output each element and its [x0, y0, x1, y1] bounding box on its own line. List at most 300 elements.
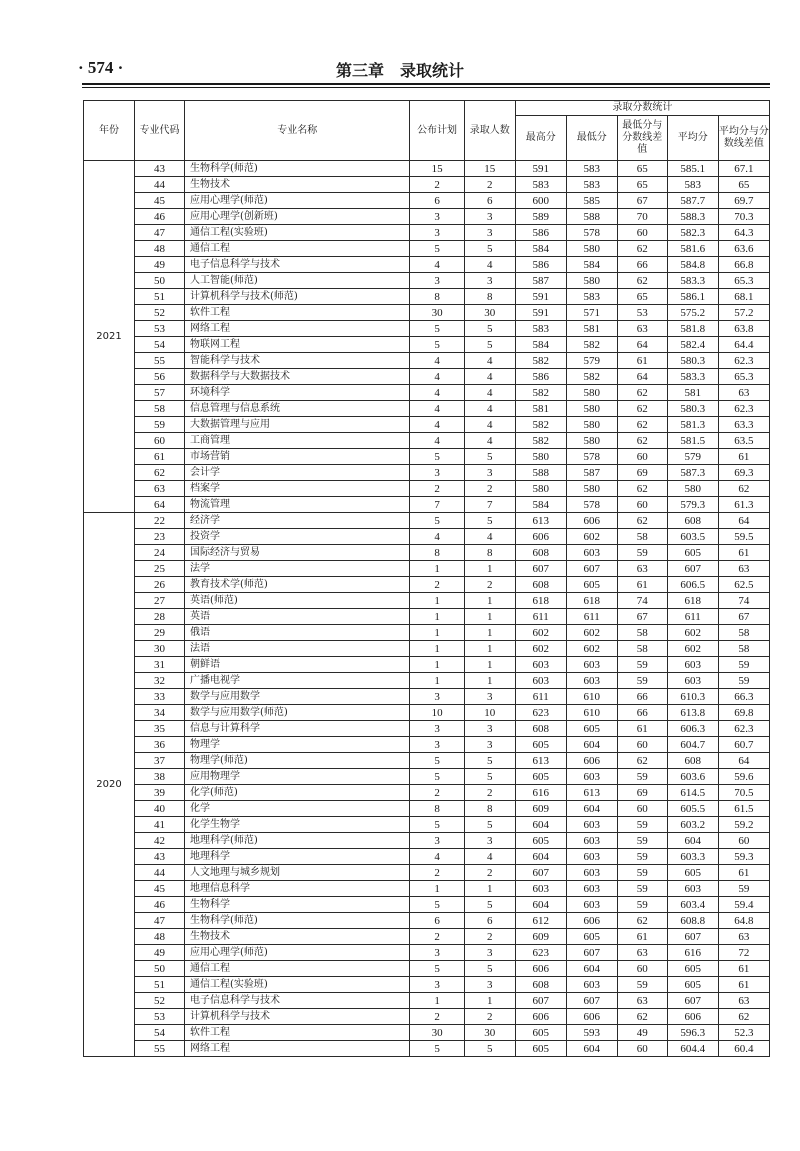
avg-score-cell: 581.8 — [667, 321, 718, 337]
major-code-cell: 52 — [135, 305, 185, 321]
header-rule — [82, 83, 770, 85]
plan-cell: 4 — [410, 385, 464, 401]
max-score-cell: 606 — [515, 1009, 566, 1025]
plan-cell: 5 — [410, 241, 464, 257]
major-code-cell: 34 — [135, 705, 185, 721]
max-score-cell: 611 — [515, 609, 566, 625]
table-row — [84, 705, 770, 721]
table-row — [84, 241, 770, 257]
min-diff-cell: 62 — [617, 433, 667, 449]
max-score-cell: 608 — [515, 977, 566, 993]
major-name-cell: 投资学 — [185, 529, 410, 545]
plan-cell: 2 — [410, 785, 464, 801]
avg-diff-cell: 60.7 — [718, 737, 769, 753]
major-code-cell: 43 — [135, 849, 185, 865]
avg-diff-cell: 59.2 — [718, 817, 769, 833]
table-row — [84, 913, 770, 929]
avg-score-cell: 580.3 — [667, 353, 718, 369]
major-code-cell: 58 — [135, 401, 185, 417]
min-diff-cell: 58 — [617, 641, 667, 657]
admitted-cell: 1 — [464, 561, 515, 577]
major-name-cell: 地理信息科学 — [185, 881, 410, 897]
admitted-cell: 5 — [464, 817, 515, 833]
table-row — [84, 321, 770, 337]
major-name-cell: 智能科学与技术 — [185, 353, 410, 369]
avg-score-cell: 586.1 — [667, 289, 718, 305]
major-code-cell: 49 — [135, 257, 185, 273]
min-diff-cell: 63 — [617, 321, 667, 337]
avg-score-cell: 605 — [667, 977, 718, 993]
table-row — [84, 545, 770, 561]
max-score-cell: 608 — [515, 721, 566, 737]
avg-score-cell: 610.3 — [667, 689, 718, 705]
plan-cell: 5 — [410, 753, 464, 769]
table-row — [84, 961, 770, 977]
min-score-cell: 603 — [566, 817, 617, 833]
admitted-cell: 2 — [464, 177, 515, 193]
avg-diff-cell: 62.3 — [718, 721, 769, 737]
admitted-cell: 4 — [464, 529, 515, 545]
major-code-cell: 24 — [135, 545, 185, 561]
avg-diff-cell: 59 — [718, 673, 769, 689]
table-row — [84, 513, 770, 529]
header-rule-thin — [82, 87, 770, 88]
plan-cell: 10 — [410, 705, 464, 721]
table-row — [84, 209, 770, 225]
major-name-cell: 地理科学(师范) — [185, 833, 410, 849]
avg-score-cell: 585.1 — [667, 161, 718, 177]
page-number: · 574 · — [78, 58, 124, 77]
table-body — [84, 161, 770, 1057]
table-row — [84, 753, 770, 769]
max-score-cell: 584 — [515, 497, 566, 513]
plan-cell: 4 — [410, 353, 464, 369]
min-score-cell: 584 — [566, 257, 617, 273]
major-name-cell: 电子信息科学与技术 — [185, 993, 410, 1009]
plan-cell: 5 — [410, 817, 464, 833]
major-code-cell: 28 — [135, 609, 185, 625]
max-score-cell: 604 — [515, 849, 566, 865]
major-name-cell: 物流管理 — [185, 497, 410, 513]
min-score-cell: 606 — [566, 513, 617, 529]
admitted-cell: 2 — [464, 481, 515, 497]
admitted-cell: 15 — [464, 161, 515, 177]
min-diff-cell: 60 — [617, 801, 667, 817]
plan-cell: 5 — [410, 513, 464, 529]
major-name-cell: 生物科学 — [185, 897, 410, 913]
max-score-cell: 605 — [515, 833, 566, 849]
min-diff-cell: 61 — [617, 929, 667, 945]
major-code-cell: 59 — [135, 417, 185, 433]
plan-cell: 1 — [410, 993, 464, 1009]
plan-cell: 15 — [410, 161, 464, 177]
min-diff-cell: 62 — [617, 401, 667, 417]
max-score-cell: 602 — [515, 625, 566, 641]
chapter-title: 第三章 录取统计 — [335, 61, 464, 80]
admitted-cell: 1 — [464, 625, 515, 641]
major-code-cell: 53 — [135, 1009, 185, 1025]
admitted-cell: 4 — [464, 417, 515, 433]
table-row — [84, 577, 770, 593]
min-score-cell: 603 — [566, 849, 617, 865]
min-score-cell: 603 — [566, 865, 617, 881]
table-row — [84, 977, 770, 993]
major-name-cell: 应用心理学(师范) — [185, 945, 410, 961]
avg-diff-cell: 52.3 — [718, 1025, 769, 1041]
avg-diff-cell: 69.7 — [718, 193, 769, 209]
table-row — [84, 849, 770, 865]
max-score-cell: 623 — [515, 945, 566, 961]
major-code-cell: 29 — [135, 625, 185, 641]
min-score-cell: 603 — [566, 897, 617, 913]
major-name-cell: 应用心理学(创新班) — [185, 209, 410, 225]
major-code-cell: 23 — [135, 529, 185, 545]
major-name-cell: 朝鲜语 — [185, 657, 410, 673]
header-avg-score: 平均分 — [667, 116, 718, 161]
year-cell: 2021 — [84, 161, 135, 513]
major-code-cell: 64 — [135, 497, 185, 513]
major-name-cell: 物联网工程 — [185, 337, 410, 353]
avg-score-cell: 604.7 — [667, 737, 718, 753]
admitted-cell: 8 — [464, 801, 515, 817]
major-name-cell: 网络工程 — [185, 321, 410, 337]
table-row — [84, 1041, 770, 1057]
max-score-cell: 605 — [515, 1025, 566, 1041]
avg-score-cell: 602 — [667, 625, 718, 641]
plan-cell: 1 — [410, 593, 464, 609]
plan-cell: 5 — [410, 1041, 464, 1057]
avg-diff-cell: 63.6 — [718, 241, 769, 257]
avg-score-cell: 581.6 — [667, 241, 718, 257]
min-score-cell: 604 — [566, 1041, 617, 1057]
max-score-cell: 605 — [515, 1041, 566, 1057]
admitted-cell: 1 — [464, 641, 515, 657]
major-code-cell: 55 — [135, 1041, 185, 1057]
min-score-cell: 580 — [566, 481, 617, 497]
avg-score-cell: 603.6 — [667, 769, 718, 785]
major-code-cell: 52 — [135, 993, 185, 1009]
table-row — [84, 721, 770, 737]
avg-score-cell: 582.4 — [667, 337, 718, 353]
major-code-cell: 61 — [135, 449, 185, 465]
min-diff-cell: 62 — [617, 241, 667, 257]
avg-score-cell: 583 — [667, 177, 718, 193]
admitted-cell: 2 — [464, 865, 515, 881]
table-row — [84, 657, 770, 673]
min-score-cell: 603 — [566, 769, 617, 785]
major-code-cell: 40 — [135, 801, 185, 817]
avg-score-cell: 605 — [667, 865, 718, 881]
avg-diff-cell: 66.3 — [718, 689, 769, 705]
avg-diff-cell: 65 — [718, 177, 769, 193]
max-score-cell: 605 — [515, 737, 566, 753]
major-code-cell: 51 — [135, 289, 185, 305]
min-diff-cell: 61 — [617, 721, 667, 737]
avg-diff-cell: 59 — [718, 881, 769, 897]
min-score-cell: 606 — [566, 1009, 617, 1025]
admitted-cell: 7 — [464, 497, 515, 513]
min-score-cell: 602 — [566, 641, 617, 657]
major-name-cell: 通信工程 — [185, 241, 410, 257]
major-name-cell: 通信工程 — [185, 961, 410, 977]
table-row — [84, 929, 770, 945]
min-score-cell: 604 — [566, 961, 617, 977]
max-score-cell: 586 — [515, 225, 566, 241]
avg-score-cell: 604.4 — [667, 1041, 718, 1057]
admitted-cell: 3 — [464, 721, 515, 737]
max-score-cell: 589 — [515, 209, 566, 225]
min-score-cell: 602 — [566, 625, 617, 641]
table-row — [84, 449, 770, 465]
admitted-cell: 3 — [464, 225, 515, 241]
major-code-cell: 44 — [135, 177, 185, 193]
min-diff-cell: 59 — [617, 897, 667, 913]
table-row — [84, 561, 770, 577]
avg-score-cell: 602 — [667, 641, 718, 657]
table-row — [84, 993, 770, 1009]
avg-score-cell: 603.4 — [667, 897, 718, 913]
min-diff-cell: 62 — [617, 385, 667, 401]
avg-score-cell: 587.3 — [667, 465, 718, 481]
table-row — [84, 833, 770, 849]
min-score-cell: 581 — [566, 321, 617, 337]
avg-diff-cell: 58 — [718, 625, 769, 641]
plan-cell: 5 — [410, 449, 464, 465]
avg-diff-cell: 62.5 — [718, 577, 769, 593]
table-row — [84, 593, 770, 609]
avg-diff-cell: 64.4 — [718, 337, 769, 353]
plan-cell: 4 — [410, 369, 464, 385]
table-row — [84, 257, 770, 273]
avg-diff-cell: 74 — [718, 593, 769, 609]
major-code-cell: 48 — [135, 241, 185, 257]
plan-cell: 1 — [410, 673, 464, 689]
major-code-cell: 60 — [135, 433, 185, 449]
major-name-cell: 英语 — [185, 609, 410, 625]
admitted-cell: 4 — [464, 353, 515, 369]
avg-score-cell: 605.5 — [667, 801, 718, 817]
max-score-cell: 583 — [515, 177, 566, 193]
plan-cell: 3 — [410, 721, 464, 737]
avg-score-cell: 604 — [667, 833, 718, 849]
plan-cell: 5 — [410, 961, 464, 977]
admitted-cell: 4 — [464, 433, 515, 449]
min-score-cell: 603 — [566, 881, 617, 897]
avg-diff-cell: 70.3 — [718, 209, 769, 225]
avg-score-cell: 616 — [667, 945, 718, 961]
avg-diff-cell: 65.3 — [718, 273, 769, 289]
avg-score-cell: 588.3 — [667, 209, 718, 225]
min-score-cell: 588 — [566, 209, 617, 225]
max-score-cell: 586 — [515, 257, 566, 273]
avg-diff-cell: 60 — [718, 833, 769, 849]
major-name-cell: 软件工程 — [185, 1025, 410, 1041]
plan-cell: 5 — [410, 337, 464, 353]
avg-diff-cell: 67 — [718, 609, 769, 625]
avg-score-cell: 603.5 — [667, 529, 718, 545]
min-score-cell: 580 — [566, 273, 617, 289]
max-score-cell: 603 — [515, 673, 566, 689]
table-row — [84, 385, 770, 401]
avg-score-cell: 614.5 — [667, 785, 718, 801]
admitted-cell: 3 — [464, 689, 515, 705]
avg-score-cell: 607 — [667, 561, 718, 577]
major-name-cell: 国际经济与贸易 — [185, 545, 410, 561]
table-row — [84, 305, 770, 321]
min-diff-cell: 63 — [617, 993, 667, 1009]
table-row — [84, 433, 770, 449]
avg-score-cell: 583.3 — [667, 369, 718, 385]
max-score-cell: 584 — [515, 241, 566, 257]
avg-diff-cell: 72 — [718, 945, 769, 961]
plan-cell: 1 — [410, 657, 464, 673]
major-name-cell: 化学(师范) — [185, 785, 410, 801]
major-code-cell: 47 — [135, 225, 185, 241]
header-score-statistics: 录取分数统计 — [515, 101, 769, 116]
min-diff-cell: 49 — [617, 1025, 667, 1041]
min-score-cell: 618 — [566, 593, 617, 609]
table-row — [84, 1009, 770, 1025]
major-name-cell: 信息管理与信息系统 — [185, 401, 410, 417]
avg-diff-cell: 63.3 — [718, 417, 769, 433]
avg-diff-cell: 60.4 — [718, 1041, 769, 1057]
major-name-cell: 教育技术学(师范) — [185, 577, 410, 593]
table-row — [84, 1025, 770, 1041]
major-code-cell: 46 — [135, 897, 185, 913]
avg-score-cell: 580 — [667, 481, 718, 497]
min-diff-cell: 60 — [617, 1041, 667, 1057]
avg-score-cell: 606 — [667, 1009, 718, 1025]
admitted-cell: 1 — [464, 593, 515, 609]
min-diff-cell: 62 — [617, 913, 667, 929]
min-score-cell: 582 — [566, 369, 617, 385]
table-row — [84, 225, 770, 241]
avg-diff-cell: 62.3 — [718, 401, 769, 417]
admitted-cell: 5 — [464, 961, 515, 977]
max-score-cell: 618 — [515, 593, 566, 609]
max-score-cell: 582 — [515, 417, 566, 433]
plan-cell: 2 — [410, 865, 464, 881]
avg-score-cell: 581.3 — [667, 417, 718, 433]
admitted-cell: 2 — [464, 1009, 515, 1025]
max-score-cell: 607 — [515, 561, 566, 577]
min-diff-cell: 64 — [617, 337, 667, 353]
max-score-cell: 613 — [515, 513, 566, 529]
min-diff-cell: 63 — [617, 945, 667, 961]
admitted-cell: 5 — [464, 897, 515, 913]
min-diff-cell: 62 — [617, 1009, 667, 1025]
major-name-cell: 大数据管理与应用 — [185, 417, 410, 433]
admitted-cell: 2 — [464, 577, 515, 593]
major-code-cell: 32 — [135, 673, 185, 689]
plan-cell: 1 — [410, 561, 464, 577]
min-diff-cell: 59 — [617, 545, 667, 561]
plan-cell: 4 — [410, 529, 464, 545]
table-row — [84, 625, 770, 641]
min-diff-cell: 59 — [617, 673, 667, 689]
avg-diff-cell: 58 — [718, 641, 769, 657]
avg-diff-cell: 62 — [718, 481, 769, 497]
admitted-cell: 4 — [464, 369, 515, 385]
min-diff-cell: 60 — [617, 961, 667, 977]
plan-cell: 8 — [410, 289, 464, 305]
major-code-cell: 31 — [135, 657, 185, 673]
min-score-cell: 605 — [566, 929, 617, 945]
min-score-cell: 580 — [566, 385, 617, 401]
major-code-cell: 46 — [135, 209, 185, 225]
major-name-cell: 经济学 — [185, 513, 410, 529]
plan-cell: 2 — [410, 577, 464, 593]
plan-cell: 3 — [410, 689, 464, 705]
plan-cell: 4 — [410, 433, 464, 449]
avg-diff-cell: 68.1 — [718, 289, 769, 305]
min-score-cell: 610 — [566, 705, 617, 721]
avg-diff-cell: 64.3 — [718, 225, 769, 241]
admitted-cell: 3 — [464, 977, 515, 993]
avg-score-cell: 579.3 — [667, 497, 718, 513]
avg-score-cell: 579 — [667, 449, 718, 465]
plan-cell: 3 — [410, 465, 464, 481]
min-score-cell: 579 — [566, 353, 617, 369]
admitted-cell: 4 — [464, 401, 515, 417]
admitted-cell: 10 — [464, 705, 515, 721]
admitted-cell: 5 — [464, 769, 515, 785]
min-diff-cell: 67 — [617, 609, 667, 625]
max-score-cell: 603 — [515, 657, 566, 673]
major-code-cell: 43 — [135, 161, 185, 177]
min-score-cell: 578 — [566, 449, 617, 465]
admitted-cell: 5 — [464, 241, 515, 257]
max-score-cell: 611 — [515, 689, 566, 705]
max-score-cell: 609 — [515, 801, 566, 817]
min-score-cell: 587 — [566, 465, 617, 481]
max-score-cell: 591 — [515, 305, 566, 321]
min-score-cell: 603 — [566, 545, 617, 561]
min-score-cell: 593 — [566, 1025, 617, 1041]
table-row — [84, 785, 770, 801]
avg-diff-cell: 61.5 — [718, 801, 769, 817]
major-code-cell: 62 — [135, 465, 185, 481]
avg-score-cell: 618 — [667, 593, 718, 609]
admitted-cell: 5 — [464, 449, 515, 465]
major-code-cell: 37 — [135, 753, 185, 769]
min-score-cell: 603 — [566, 657, 617, 673]
major-code-cell: 53 — [135, 321, 185, 337]
header-published-plan: 公布计划 — [410, 101, 464, 161]
min-diff-cell: 60 — [617, 225, 667, 241]
min-diff-cell: 62 — [617, 481, 667, 497]
max-score-cell: 584 — [515, 337, 566, 353]
min-score-cell: 607 — [566, 945, 617, 961]
admitted-cell: 5 — [464, 753, 515, 769]
min-score-cell: 602 — [566, 529, 617, 545]
major-name-cell: 化学 — [185, 801, 410, 817]
table-row — [84, 369, 770, 385]
admitted-cell: 1 — [464, 881, 515, 897]
avg-diff-cell: 69.3 — [718, 465, 769, 481]
major-code-cell: 54 — [135, 1025, 185, 1041]
plan-cell: 8 — [410, 545, 464, 561]
avg-score-cell: 611 — [667, 609, 718, 625]
max-score-cell: 582 — [515, 385, 566, 401]
min-score-cell: 583 — [566, 289, 617, 305]
avg-diff-cell: 64 — [718, 513, 769, 529]
major-name-cell: 计算机科学与技术(师范) — [185, 289, 410, 305]
min-score-cell: 604 — [566, 737, 617, 753]
min-diff-cell: 60 — [617, 497, 667, 513]
admitted-cell: 1 — [464, 993, 515, 1009]
avg-diff-cell: 64.8 — [718, 913, 769, 929]
